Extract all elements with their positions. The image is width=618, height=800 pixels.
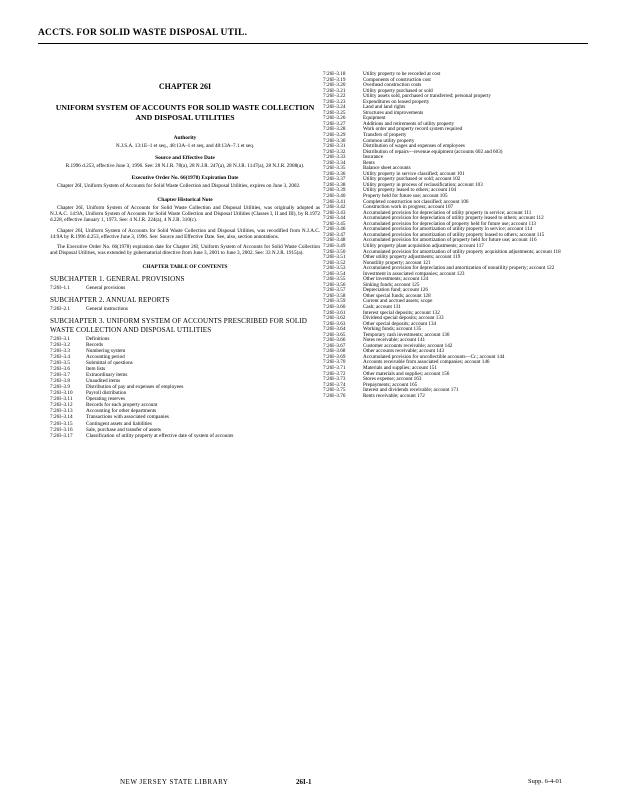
- history-paragraph: The Executive Order No. 66(1978) expiration date for Chapter 26I, Uniform System of Accounts for Solid Waste Collection and Disposal Utilities, was extended by gubernatorial directive from June 3, 2001 to June 3, 2002. See: 33 N.J.R. 1915(a).: [50, 243, 320, 256]
- section-title: Classification of utility property at effective date of system of accounts: [86, 432, 234, 439]
- section-title: Distribution of repairs—revenue equipment (accounts 602 and 603): [363, 148, 503, 155]
- section-number: 7:26I–3.4: [50, 353, 71, 360]
- section-number: 7:26I–3.66: [323, 337, 346, 344]
- section-title: Submittal of questions: [86, 360, 133, 367]
- section-number: 7:26I–3.9: [50, 384, 71, 391]
- section-number: 7:26I–3.56: [323, 281, 346, 288]
- section-number: 7:26I–1.1: [50, 285, 71, 292]
- section-title: Accumulated provision for amortization of property held for future use; account 116: [363, 237, 537, 244]
- section-number: 7:26I–3.33: [323, 154, 346, 161]
- section-title: Utility property in process of reclassification; account 103: [363, 181, 483, 188]
- section-title: Depreciation fund; account 126: [363, 287, 428, 294]
- section-title: Prepayments; account 165: [363, 381, 418, 388]
- section-title: Other special funds; account 128: [363, 292, 431, 299]
- section-number: 7:26I–3.62: [323, 315, 346, 322]
- section-title: Temporary cash investments; account 136: [363, 331, 450, 338]
- section-number: 7:26I–3.6: [50, 366, 71, 373]
- section-number: 7:26I–3.54: [323, 270, 346, 277]
- section-number: 7:26I–2.1: [50, 306, 71, 313]
- section-number: 7:26I–3.38: [323, 181, 346, 188]
- section-title: Utility property leased to others; account 104: [363, 187, 457, 194]
- history-heading: Chapter Historical Note: [157, 197, 213, 204]
- section-title: Transactions with associated companies: [86, 414, 169, 421]
- section-title: Payroll distribution: [86, 390, 127, 397]
- section-title: Accumulated provision for amortization of utility property acquisition adjustments; account 118: [363, 248, 561, 255]
- section-title: Contingent assets and liabilities: [86, 420, 152, 427]
- section-number: 7:26I–3.5: [50, 360, 71, 367]
- section-number: 7:26I–3.57: [323, 287, 346, 294]
- toc-entry: [50, 306, 320, 312]
- chapter-heading: CHAPTER 26I: [158, 82, 212, 91]
- section-title: Records for each property account: [86, 402, 158, 409]
- authority-text: N.J.S.A. 13:1E–1 et seq., 48:13A–1 et seq. and 48:13A–7.1 et seq.: [115, 143, 255, 149]
- left-column: [50, 72, 320, 439]
- section-number: 7:26I–3.58: [323, 292, 346, 299]
- section-number: 7:26I–3.69: [323, 353, 346, 360]
- section-number: 7:26I–3.46: [323, 226, 346, 233]
- section-title: Item lists: [86, 366, 106, 373]
- header-rule: [38, 43, 588, 44]
- section-title: Construction work in progress; account 107: [363, 204, 454, 211]
- section-number: 7:26I–3.45: [323, 220, 346, 227]
- section-number: 7:26I–3.1: [50, 335, 71, 342]
- section-title: Utility assets sold, purchased or transferred; personal property: [363, 93, 491, 100]
- history-paragraph: Chapter 26I, Uniform System of Accounts for Solid Waste Collection and Disposal Utilities, was recodified from N.J.A.C. 14:9A by R.1996 d.253, effective June 3, 1996. See: Source and Effective Date. See, also, section annotations.: [50, 227, 320, 240]
- section-title: Definitions: [86, 335, 110, 342]
- section-title: Operating reserves: [86, 396, 126, 403]
- section-number: 7:26I–3.14: [50, 414, 73, 421]
- toc-entry: [50, 285, 320, 291]
- section-title: Utility property in service classified; account 101: [363, 170, 465, 177]
- section-title: Interest and dividends receivable; account 171: [363, 387, 459, 394]
- section-title: Common utility property: [363, 137, 415, 144]
- section-number: 7:26I–3.71: [323, 364, 346, 371]
- section-number: 7:26I–3.73: [323, 376, 346, 383]
- right-column: [323, 72, 585, 399]
- section-title: Dividend special deposits; account 133: [363, 315, 444, 322]
- section-title: Records: [86, 341, 103, 348]
- section-number: 7:26I–3.29: [323, 132, 346, 139]
- section-title: Notes receivable; account 141: [363, 337, 426, 344]
- section-number: 7:26I–3.21: [323, 87, 346, 94]
- section-number: 7:26I–3.72: [323, 370, 346, 377]
- section-number: 7:26I–3.30: [323, 137, 346, 144]
- section-number: 7:26I–3.65: [323, 331, 346, 338]
- section-title: Additions and retirements of utility property: [363, 120, 455, 127]
- section-number: 7:26I–3.26: [323, 115, 346, 122]
- section-title: Accounting for other departments: [86, 408, 157, 415]
- section-number: 7:26I–3.55: [323, 276, 346, 283]
- section-title: Accounting period: [86, 353, 125, 360]
- section-title: Completed construction not classified; account 106: [363, 198, 469, 205]
- section-number: 7:26I–3.18: [323, 71, 346, 77]
- section-title: Equipment: [363, 115, 386, 122]
- section-number: 7:26I–3.35: [323, 165, 346, 172]
- section-number: 7:26I–3.15: [50, 420, 73, 427]
- section-number: 7:26I–3.39: [323, 187, 346, 194]
- section-title: Other special deposits; account 134: [363, 320, 437, 327]
- section-number: 7:26I–3.16: [50, 426, 73, 433]
- section-number: 7:26I–3.74: [323, 381, 346, 388]
- section-number: 7:26I–3.48: [323, 237, 346, 244]
- section-title: Current and accrued assets; scope: [363, 298, 433, 305]
- section-number: 7:26I–3.31: [323, 143, 346, 150]
- section-title: Cash; account 131: [363, 303, 401, 310]
- section-number: 7:26I–3.61: [323, 309, 346, 316]
- section-title: Distribution of wages and expenses of employees: [363, 143, 465, 150]
- section-title: Accumulated provision for depreciation and amortization of nonutility property; account 122: [363, 265, 555, 272]
- section-number: 7:26I–3.63: [323, 320, 346, 327]
- section-number: 7:26I–3.19: [323, 76, 346, 83]
- section-number: 7:26I–3.41: [323, 198, 346, 205]
- subchapter-heading: SUBCHAPTER 3. UNIFORM SYSTEM OF ACCOUNTS PRESCRIBED FOR SOLID WASTE COLLECTION AND DISPOSAL UTILITIES: [50, 317, 307, 334]
- section-number: 7:26I–3.10: [50, 390, 73, 397]
- section-number: 7:26I–3.32: [323, 148, 346, 155]
- section-title: Numbering system: [86, 347, 126, 354]
- section-number: 7:26I–3.22: [323, 93, 346, 100]
- section-title: Overhead construction costs: [363, 82, 422, 89]
- section-title: General provisions: [86, 285, 126, 292]
- toc-heading: CHAPTER TABLE OF CONTENTS: [142, 263, 228, 270]
- section-number: 7:26I–3.36: [323, 170, 346, 177]
- section-number: 7:26I–3.8: [50, 378, 71, 385]
- toc-entry: [50, 433, 320, 439]
- section-title: Other investments; account 124: [363, 276, 429, 283]
- section-title: Utility property purchased or sold; account 102: [363, 176, 461, 183]
- library-stamp: NEW JERSEY STATE LIBRARY: [120, 778, 229, 786]
- section-title: Investment in associated companies; account 123: [363, 270, 465, 277]
- section-number: 7:26I–3.76: [323, 392, 346, 399]
- section-number: 7:26I–3.23: [323, 98, 346, 105]
- section-title: Other utility property adjustments; account 119: [363, 254, 461, 261]
- section-number: 7:26I–3.43: [323, 209, 346, 216]
- section-number: 7:26I–3.13: [50, 408, 73, 415]
- source-text: R.1996 d.253, effective June 3, 1996. See: 28 N.J.R. 78(a), 28 N.J.R. 247(a), 28 N.J.R. 1147(a), 28 N.J.R. 2908(a).: [65, 163, 305, 170]
- subchapter-heading: SUBCHAPTER 2. ANNUAL REPORTS: [50, 296, 170, 305]
- section-title: Utility property to be recorded at cost: [363, 71, 441, 77]
- section-title: Extraordinary items: [86, 372, 128, 379]
- section-title: General instructions: [86, 306, 128, 313]
- section-number: 7:26I–3.50: [323, 248, 346, 255]
- section-title: Work order and property record system required: [363, 126, 463, 133]
- supplement-date: Supp. 6-4-01: [528, 778, 562, 785]
- section-number: 7:26I–3.59: [323, 298, 346, 305]
- page-number: 26I-1: [296, 778, 312, 786]
- section-number: 7:26I–3.52: [323, 259, 346, 266]
- section-title: Components of construction cost: [363, 76, 431, 83]
- section-title: Materials and supplies; account 151: [363, 364, 437, 371]
- section-number: 7:26I–3.42: [323, 204, 346, 211]
- section-title: Accounts receivable from associated companies; account 146: [363, 359, 490, 366]
- section-number: 7:26I–3.53: [323, 265, 346, 272]
- section-title: Other materials and supplies; account 156: [363, 370, 450, 377]
- section-title: Accumulated provision for amortization of utility property leased to others; account 115: [363, 231, 545, 238]
- section-number: 7:26I–3.60: [323, 303, 346, 310]
- section-number: 7:26I–3.64: [323, 326, 346, 333]
- section-number: 7:26I–3.2: [50, 341, 71, 348]
- section-title: Land and land rights: [363, 104, 406, 111]
- section-title: Accumulated provision for depreciation of utility property leased to others; account 112: [363, 215, 544, 222]
- authority-heading: Authority: [173, 135, 197, 141]
- section-title: Insurance: [363, 154, 383, 161]
- section-title: Distribution of pay and expenses of employees: [86, 384, 184, 391]
- section-number: 7:26I–3.67: [323, 342, 346, 349]
- section-number: 7:26I–3.70: [323, 359, 346, 366]
- section-number: 7:26I–3.25: [323, 109, 346, 116]
- section-number: 7:26I–3.44: [323, 215, 346, 222]
- section-title: Sale, purchase and transfer of assets: [86, 426, 161, 433]
- section-number: 7:26I–3.7: [50, 372, 71, 379]
- section-number: 7:26I–3.40: [323, 193, 346, 200]
- chapter-title: UNIFORM SYSTEM OF ACCOUNTS FOR SOLID WASTE COLLECTION AND DISPOSAL UTILITIES: [55, 103, 315, 122]
- section-title: Accumulated provision for uncollectible accounts—Cr.; account 144: [363, 353, 505, 360]
- section-number: 7:26I–3.49: [323, 242, 346, 249]
- table-of-contents: [50, 275, 320, 439]
- section-title: Balance sheet accounts: [363, 165, 411, 172]
- history-paragraph: Chapter 26I, Uniform System of Accounts for Solid Waste Collection and Disposal Utilities, was originally adopted as N.J.A.C. 14:9A, Uniform System of Accounts for Solid Waste Collection and Disposal Utilities (Classes I, II and III), by R.1972 d.228, effective January 1, 1973. See: 4 N.J.R. 224(a), 4 N.J.R. 310(c).: [50, 205, 320, 224]
- section-title: Rents: [363, 159, 375, 166]
- section-title: Accumulated provision for depreciation of utility property in service; account 111: [363, 209, 532, 216]
- section-title: Rents receivable; account 172: [363, 392, 425, 399]
- section-title: Structures and improvements: [363, 109, 424, 116]
- section-number: 7:26I–3.20: [323, 82, 346, 89]
- section-title: Expenditures on leased property: [363, 98, 430, 105]
- section-number: 7:26I–3.11: [50, 396, 73, 403]
- section-title: Accumulated provision for amortization of utility property in service; account 114: [363, 226, 533, 233]
- subchapter-heading: SUBCHAPTER 1. GENERAL PROVISIONS: [50, 274, 185, 283]
- section-number: 7:26I–3.24: [323, 104, 346, 111]
- section-title: Customer accounts receivable; account 142: [363, 342, 453, 349]
- section-number: 7:26I–3.75: [323, 387, 346, 394]
- running-header: ACCTS. FOR SOLID WASTE DISPOSAL UTIL.: [38, 28, 248, 38]
- section-title: Transfers of property: [363, 132, 407, 139]
- section-number: 7:26I–3.12: [50, 402, 73, 409]
- toc-entry: [323, 394, 585, 400]
- section-number: 7:26I–3.47: [323, 231, 346, 238]
- section-title: Utility property plant acquisition adjustments; account 117: [363, 242, 484, 249]
- section-number: 7:26I–3.27: [323, 120, 346, 127]
- section-title: Unaudited items: [86, 378, 121, 385]
- section-title: Utility property purchased or sold: [363, 87, 433, 94]
- section-number: 7:26I–3.3: [50, 347, 71, 354]
- section-number: 7:26I–3.28: [323, 126, 346, 133]
- section-title: Working funds; account 135: [363, 326, 422, 333]
- source-heading: Source and Effective Date: [155, 155, 215, 162]
- expiration-heading: Executive Order No. 66(1978) Expiration Date: [131, 175, 239, 182]
- section-number: 7:26I–3.37: [323, 176, 346, 183]
- section-title: Sinking funds; account 125: [363, 281, 420, 288]
- section-title: Property held for future use; account 105: [363, 193, 448, 200]
- section-number: 7:26I–3.34: [323, 159, 346, 166]
- section-number: 7:26I–3.17: [50, 432, 73, 439]
- section-title: Accumulated provision for depreciation of property held for future use; account 113: [363, 220, 536, 227]
- section-title: Nonutility property; account 121: [363, 259, 431, 266]
- section-title: Stores expense; account 163: [363, 376, 422, 383]
- section-number: 7:26I–3.51: [323, 254, 346, 261]
- section-number: 7:26I–3.68: [323, 348, 346, 355]
- expiration-text: Chapter 26I, Uniform System of Accounts for Solid Waste Collection and Disposal Utilities, expires on June 3, 2002.: [57, 183, 301, 190]
- section-title: Interest special deposits; account 132: [363, 309, 440, 316]
- section-title: Other accounts receivable; account 143: [363, 348, 445, 355]
